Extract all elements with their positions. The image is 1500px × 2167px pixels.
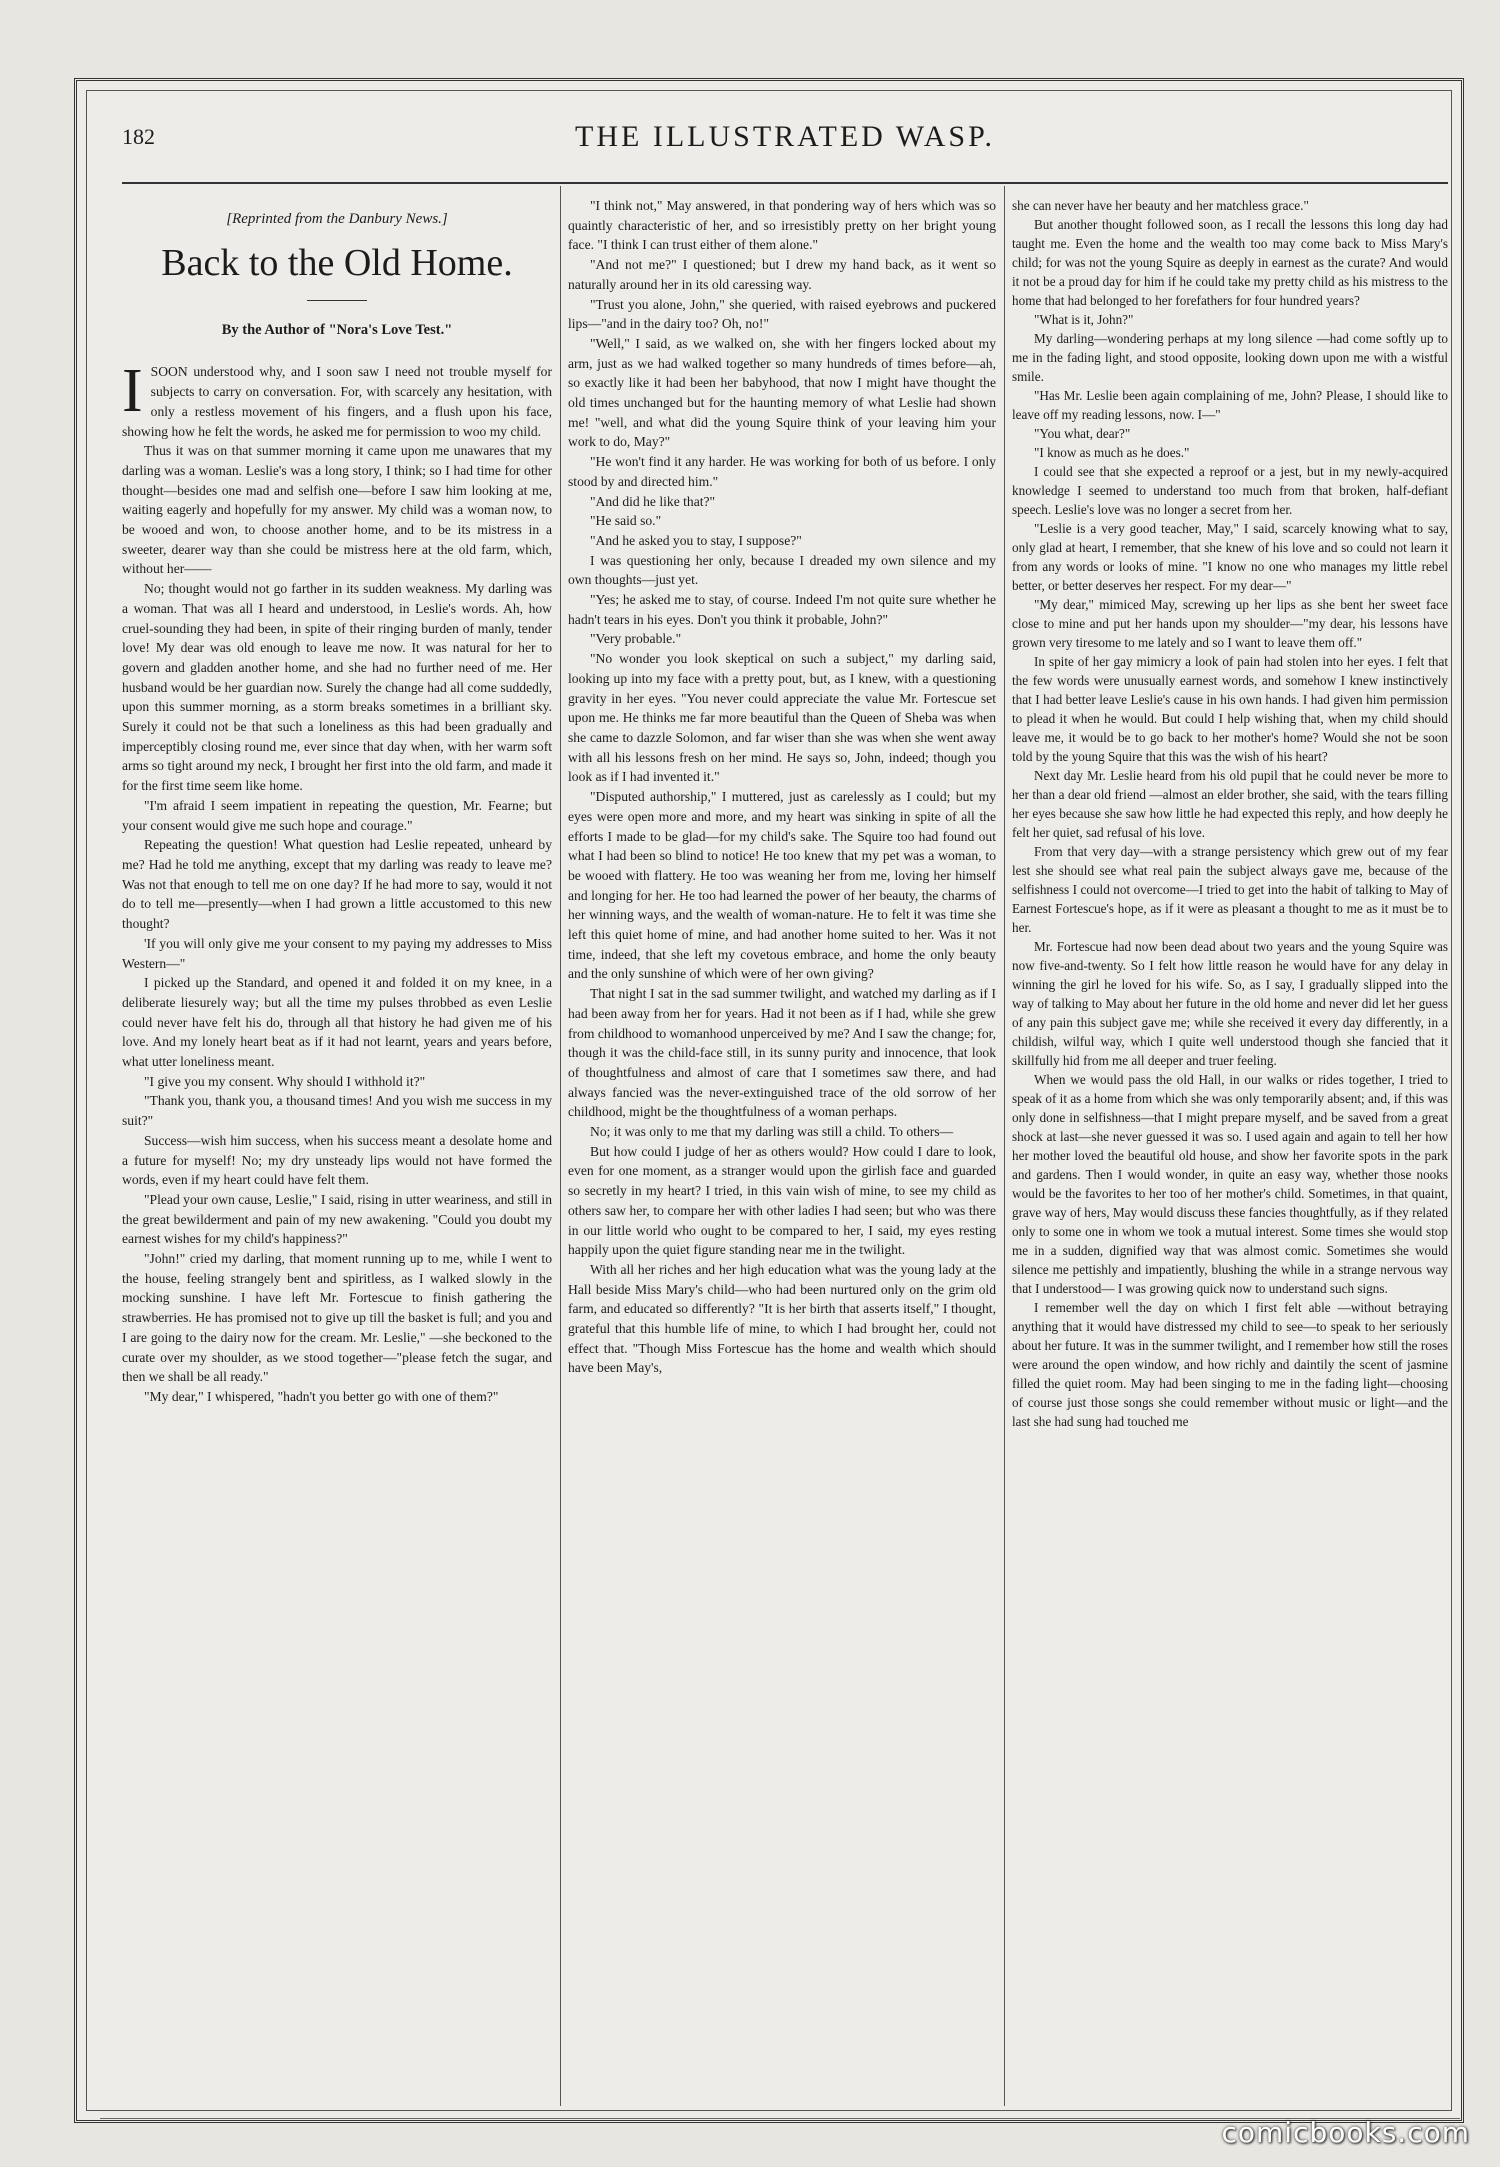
masthead-title: THE ILLUSTRATED WASP. [575, 120, 995, 153]
column-divider [560, 186, 561, 2106]
title-rule [307, 300, 367, 301]
paragraph: "Trust you alone, John," she queried, with raised eyebrows and puckered lips—"and in the dairy too? Oh, no!" [568, 296, 996, 332]
paragraph [122, 357, 552, 441]
paragraph: With all her riches and her high education what was the young lady at the Hall beside Miss Mary's child—who had been nurtured only on the grim old farm, and educated so differently? "It is her birth that asserts itself," I thought, grateful that this humble life of mine, to which I had brought her, could not effect that. "Though Miss Fortescue has the home and wealth which should have been May's, [568, 1261, 996, 1376]
paragraph: "I think not," May answered, in that pondering way of hers which was so quaintly characteristic of her, and so irresistibly pretty on her bright young face. "I think I can trust either of them alone." [568, 198, 996, 253]
paragraph: "You what, dear?" [1034, 426, 1131, 441]
paragraph: "Has Mr. Leslie been again complaining of me, John? Please, I should like to leave off my reading lessons, now. I—" [1012, 388, 1448, 422]
paragraph: 'If you will only give me your consent to my paying my addresses to Miss Western—" [122, 935, 552, 971]
paragraph: "Thank you, thank you, a thousand times! And you wish me success in my suit?" [122, 1093, 552, 1129]
drop-cap: I [122, 357, 143, 426]
header-rule [122, 182, 1448, 184]
paragraph: "And not me?" I questioned; but I drew my hand back, as it went so naturally around her in its old caressing way. [568, 257, 996, 292]
paragraph: I could see that she expected a reproof or a jest, but in my newly-acquired knowledge I seemed to understand too much from that broken, half-defiant speech. Leslie's love was no longer a secret from her. [1012, 464, 1448, 517]
paragraph: "I'm afraid I seem impatient in repeating the question, Mr. Fearne; but your consent would give me such hope and courage." [122, 797, 552, 833]
paragraph: No; it was only to me that my darling was still a child. To others— [590, 1124, 954, 1140]
paragraph: Mr. Fortescue had now been dead about two years and the young Squire was now five-and-twenty. So I felt how little reason he would have for any delay in winning the girl he loved for his wife. So, as I say, I gradually slipped into the way of talking to May about her future in the old home and never did let her guess of any pain this subject gave me; while she received it every day differently, in a childish, wilful way, which I quite well understood though she fancied that it skillfully hid from me all deeper and truer feeling. [1012, 939, 1448, 1068]
paragraph: I remember well the day on which I first felt able —without betraying anything that it would have distressed my child to see—to speak to her seriously about her future. It was in the summer twilight, and I remember how still the roses were around the open window, and how richly and daintily the scent of jasmine filled the quiet room. May had been singing to me in the fading light—choosing of course just those songs she could remember without music or light—and the last she had sung had touched me [1012, 1300, 1448, 1429]
paragraph: "Very probable." [590, 631, 682, 647]
paragraph: "Well," I said, as we walked on, she with her fingers locked about my arm, just as we had walked together so many hundreds of times before—ah, so exactly like it had been her babyhood, that now I might have thought the old times unchanged but for the haunting memory of what Leslie had shown me! "well, and what did the young Squire think of your leaving him your work to do, May?" [568, 335, 996, 450]
column-divider [1004, 186, 1005, 2106]
paragraph: In spite of her gay mimicry a look of pain had stolen into her eyes. I felt that the few words were unusually earnest words, and somehow I knew instinctively that I had better leave Leslie's cause in his own hands. I had given him permission to plead it when he would. But could I help wishing that, when my child should leave me, it would be to go back to her mother's home? Would she not be soon told by the young Squire that this was the wish of his heart? [1012, 654, 1448, 764]
paragraph: Success—wish him success, when his success meant a desolate home and a future for myself! No; my dry unsteady lips would not have formed the words, even if my heart could have felt them. [122, 1132, 552, 1188]
paragraph: "And he asked you to stay, I suppose?" [590, 532, 802, 548]
paragraph: "John!" cried my darling, that moment running up to me, while I went to the house, feeling strangely bent and spiritless, as I walked slowly in the mocking sunshine. I have left Mr. Fortescue to finish gathering the strawberries. He has promised not to give up till the basket is full; and you and I are going to the dairy now for the cream. Mr. Leslie," —she beckoned to the curate over my shoulder, as we stood together—"please fetch the sugar, and then we shall be all ready." [122, 1251, 552, 1385]
page-number: 182 [122, 124, 155, 149]
paragraph: "Disputed authorship," I muttered, just as carelessly as I could; but my eyes were open more and more, and my heart was sinking in spite of all the efforts I made to be glad—for my child's sake. The Squire too had found out what I had been so blind to notice! He too knew that my pet was a woman, to be wooed with flattery. He too was weaning her from me, loving her himself and longing for her. He too had learned the power of her beauty, the charms of her winning ways, and the wealth of woman-nature. He to felt it was time she left this quiet home of mine, and had another home suited to her. Was it not time, indeed, that she left my covetous embrace, and home the only beauty and the only sunshine of which were of her own giving? [568, 789, 996, 982]
paragraph: "I know as much as he does." [1034, 445, 1190, 460]
paragraph: Next day Mr. Leslie heard from his old pupil that he could never be more to her than a dear old friend —almost an elder brother, she said, with the tears filling her eyes because she saw how little he had expected this reply, and how deeply he felt her quiet, sad refusal of his love. [1012, 768, 1448, 840]
paragraph: "Leslie is a very good teacher, May," I said, scarcely knowing what to say, only glad at heart, I remember, that she knew of his love and so could not learn it from any words or looks of mine. "I know no one who manages my little rebel better, or better deserves her respect. For my dear—" [1012, 521, 1448, 593]
paragraph: When we would pass the old Hall, in our walks or rides together, I tried to speak of it as a home from which she was only temporarily absent; and, if this was only done in selfishness—that I might prepare myself, and be saved from a great shock at last—she never guessed it was so. I used again and again to tell her how her mother loved the beautiful old house, and show her favorite spots in the park and gardens. Then I would wonder, in quite an easy way, whether those nooks would be the favorites to her too of her mother's child. Sometimes, in that quaint, grave way of hers, May would discuss these fancies thoughtfully, as if they related only to some one in whom we took a mutual interest. Some times she would stop me in a sudden, dignified way that was almost comic. Sometimes she would silence me pettishly and impatiently, blushing the while in a strange nervous way that I understood— I was growing quick now to understand such signs. [1012, 1072, 1448, 1296]
paragraph: Thus it was on that summer morning it came upon me unawares that my darling was a woman. Leslie's was a long story, I think; so I had time for other thought—besides one mad and selfish one—before I saw him looking at me, waiting eagerly and hopefully for my answer. My child was a woman now, to be wooed and won, to choose another home, and to be its mistress in a sweeter, dearer way than she could be mistress here at the old farm, which, without her—— [122, 443, 552, 577]
article-title: Back to the Old Home. [161, 241, 513, 284]
paragraph: "And did he like that?" [590, 493, 716, 509]
paragraph: That night I sat in the sad summer twilight, and watched my darling as if I had been away from her for years. Had it not been as if I had, while she grew from childhood to womanhood unperceived by me? And I saw the change; for, though it was the child-face still, in its sunny purity and innocence, that look of thoughtfulness and almost of care that I sometimes saw there, and had always fancied was the never-extinguished trace of the old sorrow of her childhood, might be the thoughtfulness of a woman perhaps. [568, 986, 996, 1120]
paragraph: "My dear," mimiced May, screwing up her lips as she bent her sweet face close to mine and put her hands upon my shoulder—"my dear, his lessons have grown very tiresome to me lately and so I want to leave them off." [1012, 597, 1448, 650]
paragraph: But how could I judge of her as others would? How could I dare to look, even for one moment, as a stranger would upon the girlish face and guarded so secretly in my heart? I tried, in this vain wish of mine, to see my child as others saw her, to compare her with other ladies I had seen; but who was there in our little world who ought to be compared to her, I said, my eyes resting happily upon the quiet figure standing near me in the twilight. [568, 1143, 996, 1258]
paragraph: "I give you my consent. Why should I withhold it?" [144, 1073, 426, 1089]
paragraph: "He said so." [590, 513, 662, 529]
paragraph: No; thought would not go farther in its sudden weakness. My darling was a woman. That was all I heard and understood, in Leslie's words. Ah, how cruel-sounding they had been, in spite of their ringing burden of manly, tender love! My dear was old enough to leave me now. It was natural for her to govern and gladden another home, and she had no further need of me. Her husband would be her guardian now. Surely the change had all come suddedly, upon this summer morning, as a storm breaks sometimes in a brilliant sky. Surely it could not be that such a loneliness as this had been gradually and imperceptibly closing round me, ever since that day when, with her warm soft arms so tight around my neck, I brought her first into the old farm, and made it for the first time seem like home. [122, 581, 552, 794]
paragraph: Repeating the question! What question had Leslie repeated, unheard by me? Had he told me anything, except that my darling was ready to leave me? Was not that enough to tell me on one day? If he had more to say, would it not do to tell me—presently—when I had grown a little accustomed to this new thought? [122, 837, 552, 932]
paragraph: "He won't find it any harder. He was working for both of us before. I only stood by and directed him." [568, 454, 996, 489]
paragraph: "What is it, John?" [1034, 312, 1134, 327]
paragraph: she can never have her beauty and her matchless grace." [1012, 198, 1309, 213]
watermark: comicbooks.com [1221, 2116, 1470, 2149]
column-2 [568, 196, 996, 2101]
paragraph: My darling—wondering perhaps at my long silence —had come softly up to me in the fading light, and stood opposite, looking down upon me with a wistful smile. [1012, 331, 1448, 384]
paragraph: "My dear," I whispered, "hadn't you better go with one of them?" [144, 1388, 499, 1404]
column-1-body [122, 357, 552, 1406]
paragraph: I was questioning her only, because I dreaded my own silence and my own thoughts—just yet. [568, 552, 996, 588]
paragraph: But another thought followed soon, as I recall the lessons this long day had taught me. Even the home and the wealth too may come back to Miss Mary's child; for was not the young Squire as deeply in earnest as the curate? And would it not be a proud day for him if he could take my pretty child as his mistress to the home that had belonged to her forefathers for four hundred years? [1012, 217, 1448, 308]
column-3 [1012, 196, 1448, 2101]
paragraph: "Yes; he asked me to stay, of course. Indeed I'm not quite sure whether he hadn't tears in his eyes. Don't you think it probable, John?" [568, 592, 996, 627]
paragraph: "No wonder you look skeptical on such a subject," my darling said, looking up into my face with a pretty pout, but, as I knew, with a questioning gravity in her eyes. "You never could appreciate the value Mr. Fortescue set upon me. He thinks me far more beautiful than the Queen of Sheba was when she came to dazzle Solomon, and far wiser than she was when she went away with all his lessons fresh on her mind. He says so, John, indeed; though you look as if I had invented it." [568, 651, 996, 785]
paragraph-text: SOON understood why, and I soon saw I need not trouble myself for subjects to carry on conversation. For, with scarcely any hesitation, with only a restless movement of his fingers, and a flush upon his face, showing how he felt the words, he asked me for permission to woo my child. [122, 364, 552, 439]
reprint-note: [Reprinted from the Danbury News.] [226, 211, 448, 227]
paragraph: From that very day—with a strange persistency which grew out of my fear lest she should see what real pain the subject always gave me, because of the selfishness I could not overcome—I tried to get into the habit of talking to May of Earnest Fortescue's hope, as if it were as pleasant a thought to me as it must be to her. [1012, 844, 1448, 935]
page-header [122, 120, 1448, 164]
paragraph: I picked up the Standard, and opened it and folded it on my knee, in a deliberate liesurely way; but all the time my pulses throbbed as even Leslie could never have felt his do, through all that history he had given me of his love. And my lonely heart beat as if it had not learnt, years and years before, what utter loneliness meant. [122, 975, 552, 1070]
column-1 [122, 196, 552, 2101]
paragraph: "Plead your own cause, Leslie," I said, rising in utter weariness, and still in the great bewilderment and pain of my new awakening. "Could you doubt my earnest wishes for my child's happiness?" [122, 1191, 552, 1247]
article-byline: By the Author of "Nora's Love Test." [221, 321, 453, 338]
